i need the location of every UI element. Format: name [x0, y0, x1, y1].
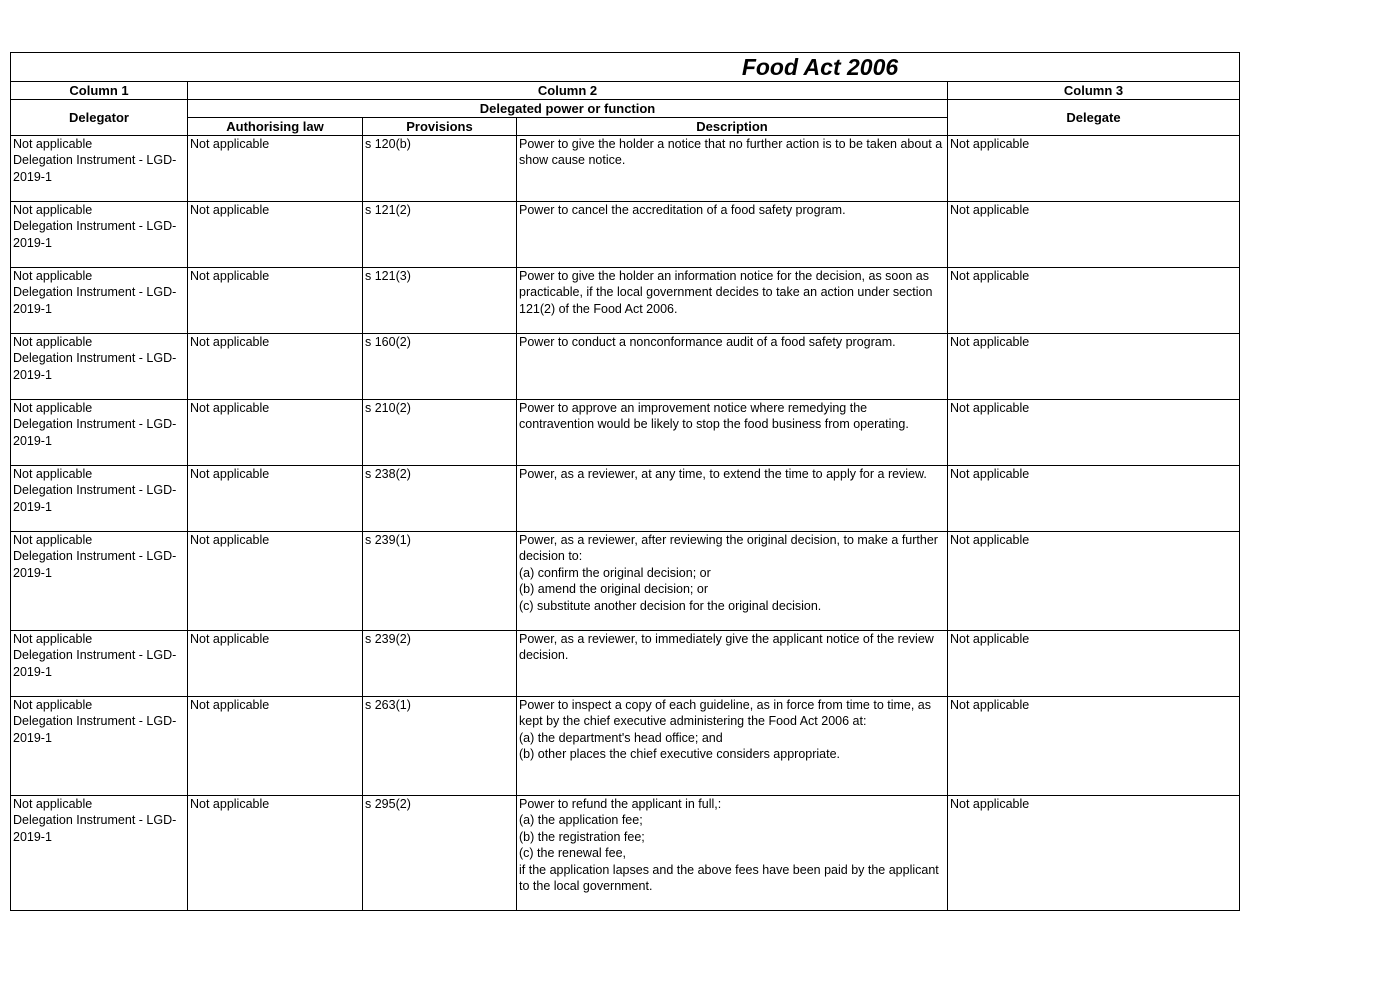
header-delegated-power: Delegated power or function: [188, 100, 948, 118]
description-line: Power to approve an improvement notice where remedying the contravention would be likely to stop the food business from operating.: [519, 401, 909, 432]
delegate-cell: Not applicable: [948, 136, 1240, 202]
authorising-law-cell: Not applicable: [188, 400, 363, 466]
table-row: [11, 334, 1240, 400]
delegator-line: Not applicable: [13, 467, 93, 481]
delegator-line: Delegation Instrument - LGD-: [13, 153, 177, 168]
description-line: Power, as a reviewer, after reviewing the original decision, to make a further decision to:: [519, 533, 938, 564]
delegator-line: 2019-1: [13, 367, 52, 382]
delegator-line: 2019-1: [13, 301, 52, 316]
table-row: [11, 268, 1240, 334]
table-row: [11, 796, 1240, 911]
delegate-cell: Not applicable: [948, 202, 1240, 268]
provision-cell: s 210(2): [363, 400, 517, 466]
delegate-cell: Not applicable: [948, 796, 1240, 911]
delegator-line: 2019-1: [13, 664, 52, 679]
delegator-cell: [11, 400, 188, 466]
provision-cell: s 120(b): [363, 136, 517, 202]
provision-cell: s 121(2): [363, 202, 517, 268]
description-cell: [517, 268, 948, 334]
description-cell: [517, 202, 948, 268]
description-line: (a) the department's head office; and: [519, 730, 723, 745]
provision-cell: s 239(2): [363, 631, 517, 697]
document-title: Food Act 2006: [741, 54, 899, 80]
authorising-law-cell: Not applicable: [188, 334, 363, 400]
description-cell: [517, 334, 948, 400]
description-line: (a) confirm the original decision; or: [519, 565, 711, 580]
delegate-cell: Not applicable: [948, 631, 1240, 697]
delegator-line: Delegation Instrument - LGD-: [13, 549, 177, 564]
delegator-line: Not applicable: [13, 401, 93, 415]
delegation-table: [10, 52, 1240, 911]
provision-cell: s 121(3): [363, 268, 517, 334]
delegator-line: Delegation Instrument - LGD-: [13, 714, 177, 729]
authorising-law-cell: Not applicable: [188, 136, 363, 202]
delegator-line: Delegation Instrument - LGD-: [13, 648, 177, 663]
delegator-cell: [11, 466, 188, 532]
delegate-cell: Not applicable: [948, 268, 1240, 334]
table-row: [11, 532, 1240, 631]
table-row: [11, 631, 1240, 697]
authorising-law-cell: Not applicable: [188, 202, 363, 268]
delegator-line: Not applicable: [13, 533, 93, 547]
header-provisions: Provisions: [363, 118, 517, 136]
delegator-line: Delegation Instrument - LGD-: [13, 483, 177, 498]
delegate-cell: Not applicable: [948, 400, 1240, 466]
delegator-cell: [11, 268, 188, 334]
authorising-law-cell: Not applicable: [188, 466, 363, 532]
delegate-cell: Not applicable: [948, 466, 1240, 532]
delegator-line: Not applicable: [13, 203, 93, 217]
delegator-line: Delegation Instrument - LGD-: [13, 813, 177, 828]
description-line: (a) the application fee;: [519, 813, 643, 828]
description-cell: [517, 400, 948, 466]
authorising-law-cell: Not applicable: [188, 796, 363, 911]
header-delegate: Delegate: [948, 100, 1240, 136]
description-line: (b) the registration fee;: [519, 829, 645, 844]
delegator-line: Delegation Instrument - LGD-: [13, 417, 177, 432]
header-column3: Column 3: [948, 82, 1240, 100]
provision-cell: s 295(2): [363, 796, 517, 911]
table-row: [11, 697, 1240, 796]
delegator-line: Delegation Instrument - LGD-: [13, 351, 177, 366]
description-line: Power to cancel the accreditation of a food safety program.: [519, 203, 846, 217]
description-line: Power to give the holder a notice that no further action is to be taken about a show cause notice.: [519, 137, 943, 168]
provision-cell: s 239(1): [363, 532, 517, 631]
delegator-line: 2019-1: [13, 499, 52, 514]
authorising-law-cell: Not applicable: [188, 697, 363, 796]
delegator-line: 2019-1: [13, 829, 52, 844]
provision-cell: s 160(2): [363, 334, 517, 400]
header-authorising-law: Authorising law: [188, 118, 363, 136]
delegate-cell: Not applicable: [948, 697, 1240, 796]
description-cell: [517, 136, 948, 202]
delegator-line: 2019-1: [13, 169, 52, 184]
description-cell: [517, 697, 948, 796]
delegator-line: Not applicable: [13, 137, 93, 151]
delegator-line: Not applicable: [13, 797, 93, 811]
delegator-cell: [11, 631, 188, 697]
provision-cell: s 263(1): [363, 697, 517, 796]
authorising-law-cell: Not applicable: [188, 532, 363, 631]
delegator-cell: [11, 796, 188, 911]
authorising-law-cell: Not applicable: [188, 631, 363, 697]
table-row: [11, 202, 1240, 268]
delegator-cell: [11, 532, 188, 631]
description-cell: [517, 532, 948, 631]
description-cell: [517, 631, 948, 697]
description-line: (b) other places the chief executive considers appropriate.: [519, 747, 841, 762]
delegator-line: 2019-1: [13, 565, 52, 580]
description-cell: [517, 796, 948, 911]
header-description: Description: [517, 118, 948, 136]
description-cell: [517, 466, 948, 532]
description-line: Power to inspect a copy of each guideline, as in force from time to time, as kept by the chief executive administering the Food Act 2006 at:: [519, 698, 932, 729]
delegator-line: 2019-1: [13, 730, 52, 745]
delegator-line: Delegation Instrument - LGD-: [13, 219, 177, 234]
header-column1: Column 1: [11, 82, 188, 100]
delegator-line: Not applicable: [13, 335, 93, 349]
description-line: Power to give the holder an information notice for the decision, as soon as practicable, if the local government decides to take an action under section 121(2) of the Food Act 2006.: [519, 269, 933, 316]
description-line: (c) substitute another decision for the original decision.: [519, 598, 822, 613]
authorising-law-cell: Not applicable: [188, 268, 363, 334]
provision-cell: s 238(2): [363, 466, 517, 532]
description-line: Power, as a reviewer, to immediately give the applicant notice of the review decision.: [519, 632, 934, 663]
delegator-line: 2019-1: [13, 235, 52, 250]
header-column2: Column 2: [188, 82, 948, 100]
description-line: Power to refund the applicant in full,:: [519, 797, 722, 811]
description-line: (b) amend the original decision; or: [519, 582, 708, 597]
description-line: (c) the renewal fee,: [519, 846, 626, 861]
delegator-line: 2019-1: [13, 433, 52, 448]
delegator-line: Not applicable: [13, 269, 93, 283]
description-line: if the application lapses and the above fees have been paid by the applicant to the local government.: [519, 862, 939, 894]
delegator-cell: [11, 136, 188, 202]
delegator-cell: [11, 202, 188, 268]
delegator-line: Delegation Instrument - LGD-: [13, 285, 177, 300]
title-cell: [11, 53, 1240, 82]
delegator-line: Not applicable: [13, 698, 93, 712]
delegator-line: Not applicable: [13, 632, 93, 646]
table-row: [11, 466, 1240, 532]
description-line: Power, as a reviewer, at any time, to extend the time to apply for a review.: [519, 467, 927, 481]
delegate-cell: Not applicable: [948, 334, 1240, 400]
table-row: [11, 400, 1240, 466]
delegate-cell: Not applicable: [948, 532, 1240, 631]
table-row: [11, 136, 1240, 202]
description-line: Power to conduct a nonconformance audit of a food safety program.: [519, 335, 896, 349]
delegator-cell: [11, 697, 188, 796]
header-delegator: Delegator: [11, 100, 188, 136]
delegator-cell: [11, 334, 188, 400]
